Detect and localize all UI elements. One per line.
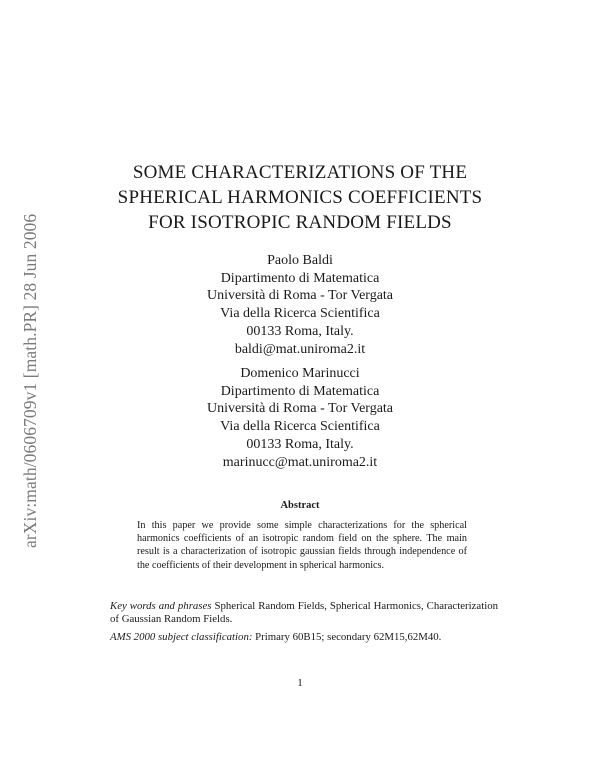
author-university: Università di Roma - Tor Vergata <box>206 401 394 417</box>
author-university: Università di Roma - Tor Vergata <box>206 288 394 304</box>
paper-title <box>0 160 600 235</box>
abstract-heading: Abstract <box>280 500 320 511</box>
author-email: baldi@mat.uniroma2.it <box>234 341 366 357</box>
author-street: Via della Ricerca Scientifica <box>220 306 380 322</box>
ams-text: Primary 60B15; secondary 62M15,62M40. <box>255 631 442 643</box>
keywords-text: Spherical Random Fields, Spherical Harmonics, Characterization of Gaussian Random Fields. <box>110 600 498 626</box>
page-number: 1 <box>297 677 303 689</box>
author-name: Domenico Marinucci <box>240 366 360 381</box>
title-line: FOR ISOTROPIC RANDOM FIELDS <box>148 212 452 233</box>
author-block-marinucci <box>0 365 600 471</box>
author-email: marinucc@mat.uniroma2.it <box>222 454 378 470</box>
arxiv-identifier-stamp: arXiv:math/0606709v1 [math.PR] 28 Jun 2006 <box>20 213 40 548</box>
ams-classification <box>110 631 505 644</box>
keywords-paragraph <box>110 600 498 627</box>
keywords-label: Key words and phrases <box>110 600 212 612</box>
author-block-baldi <box>0 252 600 358</box>
abstract-text: In this paper we provide some simple characterizations for the spherical harmonics coefficients of an isotropic random field on the sphere. The main result is a characterization of isotropic gaussian fields through independence of the coefficients of their development in spherical harmonics. <box>137 520 467 571</box>
author-department: Dipartimento di Matematica <box>220 383 380 399</box>
author-street: Via della Ricerca Scientifica <box>220 419 380 435</box>
author-department: Dipartimento di Matematica <box>220 270 380 286</box>
author-city: 00133 Roma, Italy. <box>246 436 354 452</box>
author-city: 00133 Roma, Italy. <box>246 323 354 339</box>
title-line: SOME CHARACTERIZATIONS OF THE <box>132 162 468 183</box>
author-name: Paolo Baldi <box>267 253 333 268</box>
ams-label: AMS 2000 subject classification: <box>110 631 253 643</box>
title-line: SPHERICAL HARMONICS COEFFICIENTS <box>117 187 483 208</box>
